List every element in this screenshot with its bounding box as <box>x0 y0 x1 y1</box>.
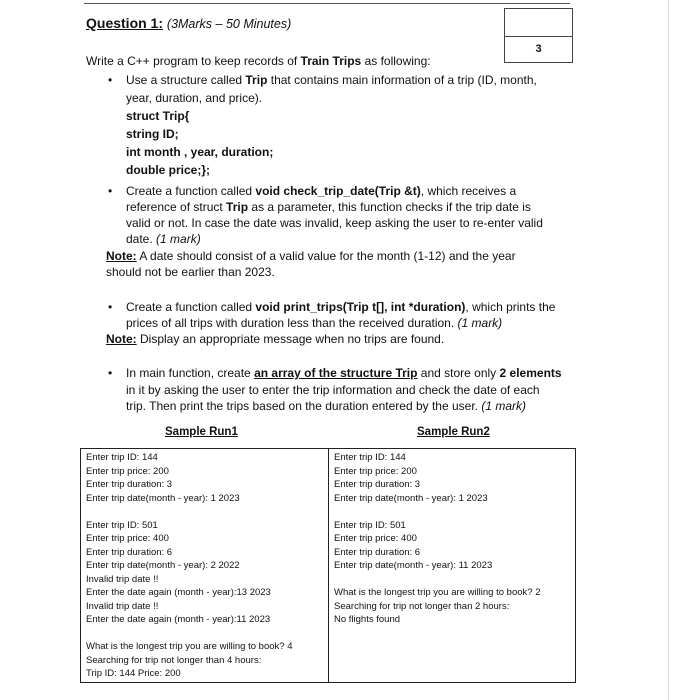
bullet-dot: • <box>108 184 113 198</box>
question-title <box>86 15 291 31</box>
score-divider <box>505 36 572 37</box>
code-line: string ID; <box>126 127 179 141</box>
output-line: Enter trip date(month - year): 2 2022 <box>86 560 240 571</box>
bullet2-line4: date. (1 mark) <box>126 232 201 246</box>
output-line: Enter trip ID: 144 <box>86 452 158 463</box>
output-line: Enter trip ID: 501 <box>334 519 406 531</box>
score-value: 3 <box>535 43 542 55</box>
sample-run2-output <box>334 451 540 627</box>
output-line: Enter trip price: 400 <box>334 533 417 544</box>
output-line <box>334 573 540 587</box>
output-line: Enter trip price: 400 <box>86 533 169 544</box>
bullet1-line2: year, duration, and price). <box>126 91 263 105</box>
output-line: Enter the date again (month - year):13 2023 <box>86 587 271 598</box>
output-line: Enter trip date(month - year): 11 2023 <box>334 560 493 571</box>
output-line: Searching for trip not longer than 2 hours: <box>334 600 510 612</box>
output-line: Trip ID: 144 Price: 200 <box>86 668 181 679</box>
bullet2-note-line2: should not be earlier than 2023. <box>106 265 275 279</box>
question-label: Question 1: <box>86 15 164 31</box>
output-line <box>86 505 292 519</box>
marks-label: (3Marks – 50 Minutes) <box>166 17 292 31</box>
output-line: Enter trip date(month - year): 1 2023 <box>86 492 240 504</box>
output-line: Enter trip price: 200 <box>86 465 169 477</box>
bullet2-line1: Create a function called void check_trip_date(Trip &t), which receives a <box>126 184 517 198</box>
bullet3-line2: prices of all trips with duration less than the received duration. (1 mark) <box>126 316 503 330</box>
score-box <box>504 8 573 63</box>
output-line: Enter trip price: 200 <box>334 465 417 477</box>
output-line: Enter trip date(month - year): 1 2023 <box>334 492 488 504</box>
output-line: Enter trip ID: 144 <box>334 452 406 463</box>
bullet-dot: • <box>108 73 113 87</box>
output-line: Enter trip ID: 501 <box>86 519 158 531</box>
bullet2-line2: reference of struct Trip as a parameter, this function checks if the trip date is <box>126 200 531 214</box>
bullet4-line2: in it by asking the user to enter the trip information and check the date of each <box>126 383 540 397</box>
bullet3-note: Note: Display an appropriate message when no trips are found. <box>106 332 445 346</box>
top-rule <box>84 3 570 4</box>
bullet4-line3: trip. Then print the trips based on the duration entered by the user. (1 mark) <box>126 399 527 413</box>
output-line: Searching for trip not longer than 4 hours: <box>86 654 262 666</box>
output-line <box>334 505 540 519</box>
bullet1-line1: Use a structure called Trip that contains main information of a trip (ID, month, <box>126 73 537 87</box>
output-line: What is the longest trip you are willing to book? 2 <box>334 587 541 598</box>
code-line: int month , year, duration; <box>126 145 274 159</box>
output-line: Enter the date again (month - year):11 2023 <box>86 614 271 625</box>
bullet3-line1: Create a function called void print_trips(Trip t[], int *duration), which prints the <box>126 300 556 314</box>
output-line: Invalid trip date !! <box>86 600 159 612</box>
bullet4-line1: In main function, create an array of the structure Trip and store only 2 elements <box>126 366 562 380</box>
output-line: What is the longest trip you are willing to book? 4 <box>86 641 293 652</box>
page-edge <box>668 0 669 700</box>
table-divider <box>328 449 329 682</box>
output-line: Enter trip duration: 6 <box>334 546 421 558</box>
output-line: No flights found <box>334 614 401 625</box>
code-line: struct Trip{ <box>126 109 190 123</box>
output-line: Invalid trip date !! <box>86 573 159 585</box>
bullet-dot: • <box>108 300 113 314</box>
output-line <box>86 627 292 641</box>
sample-run1-title: Sample Run1 <box>165 426 238 438</box>
output-line: Enter trip duration: 3 <box>334 479 421 490</box>
bullet2-line3: valid or not. In case the date was invalid, keep asking the user to re-enter valid <box>126 216 543 230</box>
intro-text: Write a C++ program to keep records of Train Trips as following: <box>86 54 431 68</box>
code-line: double price;}; <box>126 163 211 177</box>
output-line: Enter trip duration: 6 <box>86 546 173 558</box>
output-line: Enter trip duration: 3 <box>86 479 173 490</box>
sample-run1-output <box>86 451 292 681</box>
sample-run-table <box>80 448 576 683</box>
sample-run2-title: Sample Run2 <box>417 426 490 438</box>
bullet-dot: • <box>108 366 113 380</box>
bullet2-note: Note: A date should consist of a valid value for the month (1-12) and the year <box>106 249 516 263</box>
